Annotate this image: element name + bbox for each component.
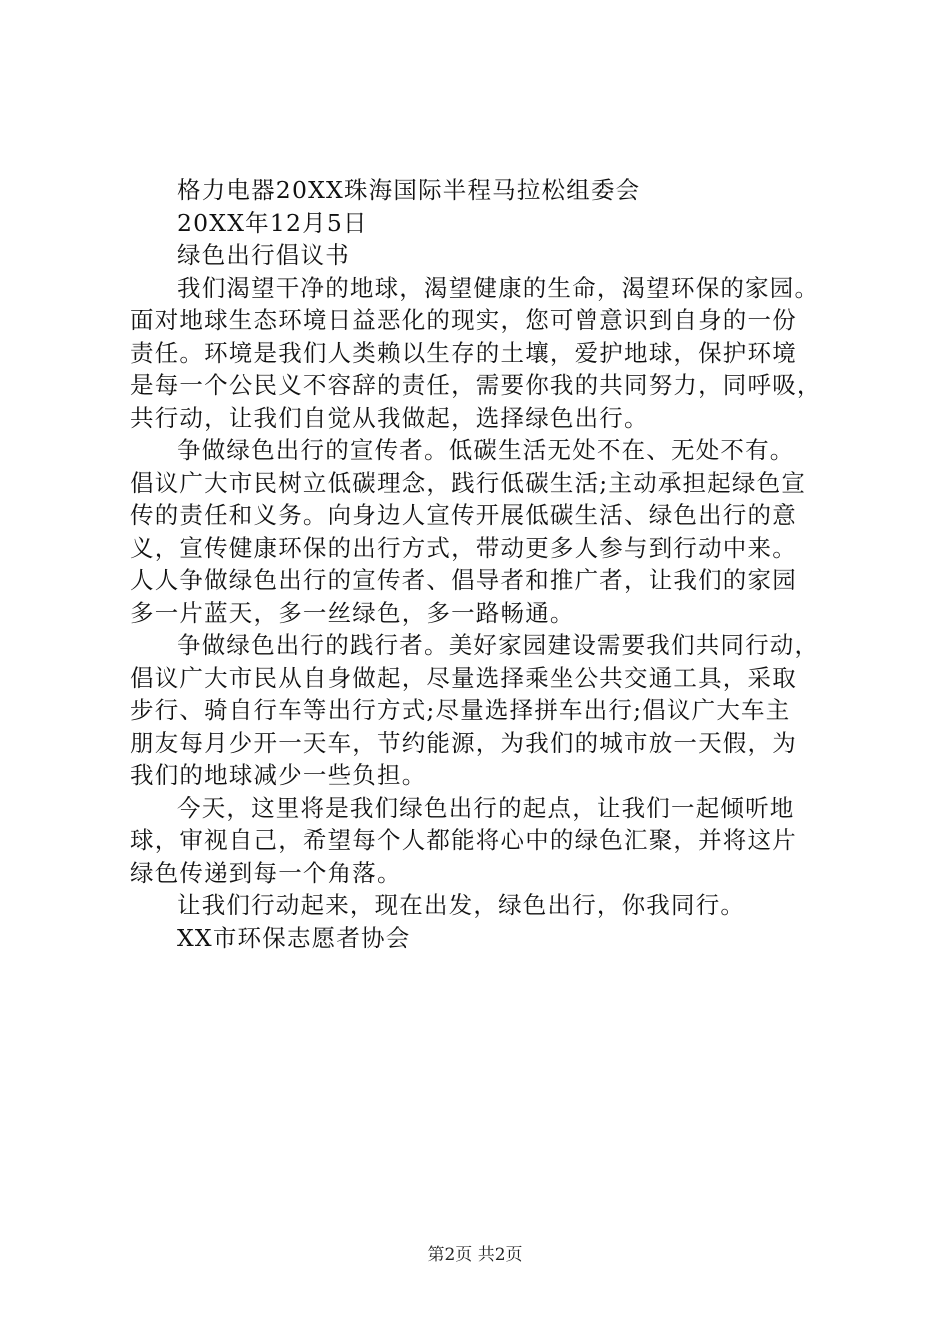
paragraph-line: 球，审视自己，希望每个人都能将心中的绿色汇聚，并将这片 [130, 826, 797, 854]
signature-line: XX市环保志愿者协会 [177, 923, 411, 952]
date-line: 20XX年12月5日 [177, 208, 368, 237]
paragraph-line: 今天，这里将是我们绿色出行的起点，让我们一起倾听地 [177, 793, 795, 822]
paragraph-line: 人人争做绿色出行的宣传者、倡导者和推广者，让我们的家园 [130, 566, 797, 594]
paragraph-line: 倡议广大市民从自身做起，尽量选择乘坐公共交通工具，采取 [130, 663, 797, 692]
paragraph-line: 我们的地球减少一些负担。 [130, 761, 427, 789]
paragraph-line: 责任。环境是我们人类赖以生存的土壤，爱护地球，保护环境 [130, 338, 797, 367]
paragraph-line: 传的责任和义务。向身边人宣传开展低碳生活、绿色出行的意 [130, 501, 797, 529]
paragraph-4 [130, 792, 862, 890]
paragraph-line: 朋友每月少开一天车，节约能源，为我们的城市放一天假，为 [130, 728, 797, 757]
paragraph-line: 是每一个公民义不容辞的责任，需要你我的共同努力，同呼吸， [130, 371, 822, 399]
document-title: 绿色出行倡议书 [177, 241, 350, 269]
paragraph-line: 让我们行动起来，现在出发，绿色出行，你我同行。 [177, 891, 746, 919]
paragraph-line: 我们渴望干净的地球，渴望健康的生命，渴望环保的家园。 [177, 273, 820, 302]
paragraph-line: 绿色传递到每一个角落。 [130, 858, 402, 887]
page-number-footer: 第2页 共2页 [427, 1245, 523, 1265]
paragraph-2 [130, 434, 862, 629]
paragraph-line: 面对地球生态环境日益恶化的现实，您可曾意识到自身的一份 [130, 306, 797, 334]
paragraph-1 [130, 272, 862, 435]
paragraph-line: 步行、骑自行车等出行方式;尽量选择拼车出行;倡议广大车主 [130, 696, 791, 724]
paragraph-line: 倡议广大市民树立低碳理念，践行低碳生活;主动承担起绿色宣 [130, 468, 807, 497]
paragraph-line: 共行动，让我们自觉从我做起，选择绿色出行。 [130, 403, 649, 432]
document-body [130, 174, 862, 954]
organizer-line: 格力电器20XX珠海国际半程马拉松组委会 [177, 176, 641, 204]
paragraph-line: 义，宣传健康环保的出行方式，带动更多人参与到行动中来。 [130, 533, 797, 562]
paragraph-line: 争做绿色出行的宣传者。低碳生活无处不在、无处不有。 [177, 436, 795, 464]
paragraph-5 [130, 889, 862, 922]
paragraph-line: 多一片蓝天，多一丝绿色，多一路畅通。 [130, 598, 575, 627]
paragraph-line: 争做绿色出行的践行者。美好家园建设需要我们共同行动， [177, 631, 820, 659]
paragraph-3 [130, 629, 862, 792]
